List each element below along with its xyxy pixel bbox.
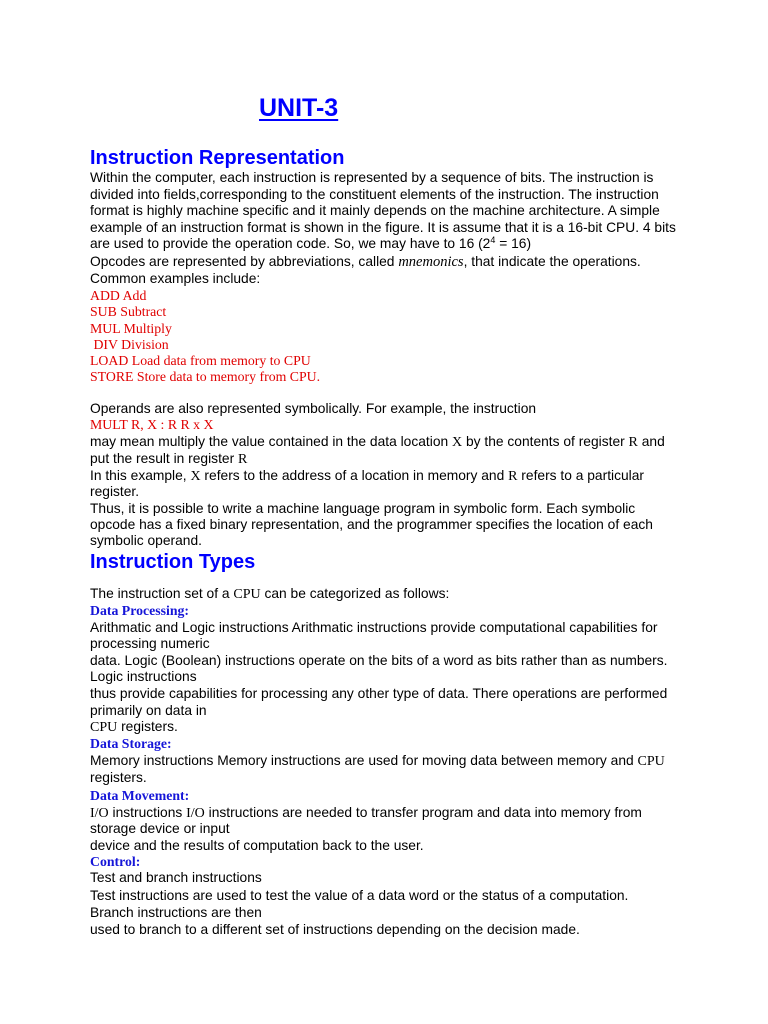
paragraph-line	[90, 752, 665, 769]
paragraph-line	[90, 433, 665, 450]
paragraph-line: divided into fields,corresponding to the constituent elements of the instruction. The instruction	[90, 187, 659, 202]
unit-title: UNIT-3	[259, 94, 339, 122]
term-mnemonics: mnemonics	[398, 254, 464, 270]
paragraph-line: opcode has a fixed binary representation, and the programmer specifies the location of each	[90, 517, 653, 532]
symbol-r: R	[508, 469, 518, 484]
opcode-example: SUB Subtract	[90, 304, 167, 319]
paragraph-line: symbolic operand.	[90, 533, 202, 548]
paragraph-line: processing numeric	[90, 636, 210, 651]
text-segment: The instruction set of a	[90, 586, 234, 601]
category-label-control: Control:	[90, 854, 141, 869]
heading-instruction-types: Instruction Types	[90, 551, 256, 573]
text-segment: put the result in register	[90, 451, 239, 466]
paragraph-line: Branch instructions are then	[90, 905, 262, 920]
opcode-example: ADD Add	[90, 288, 147, 303]
paragraph-line: Within the computer, each instruction is represented by a sequence of bits. The instruction is	[90, 170, 654, 185]
paragraph-line	[90, 718, 178, 735]
text-segment: by the contents of register	[462, 434, 629, 449]
text-segment: are used to provide the operation code. So, we may have to 16 (2	[90, 236, 491, 251]
symbol-x: X	[190, 469, 201, 484]
term-cpu: CPU	[233, 587, 261, 602]
exponent: 4	[490, 235, 496, 245]
paragraph-line: data. Logic (Boolean) instructions operate on the bits of a word as bits rather than as numbers.	[90, 653, 668, 668]
paragraph-line: used to branch to a different set of instructions depending on the decision made.	[90, 922, 580, 937]
symbol-x: X	[452, 435, 463, 450]
paragraph-line: thus provide capabilities for processing any other type of data. There operations are performed	[90, 686, 668, 701]
symbol-r: R	[238, 452, 248, 467]
term-io: I/O	[90, 806, 109, 821]
paragraph-line: storage device or input	[90, 821, 230, 836]
paragraph-line	[90, 450, 247, 467]
symbol-r: R	[628, 435, 638, 450]
paragraph-line: Arithmatic and Logic instructions Arithmatic instructions provide computational capabilities for	[90, 620, 658, 635]
text-segment: may mean multiply the value contained in the data location	[90, 434, 452, 449]
paragraph-line	[90, 467, 644, 484]
opcode-example: LOAD Load data from memory to CPU	[90, 353, 311, 368]
paragraph-line: Thus, it is possible to write a machine language program in symbolic form. Each symbolic	[90, 501, 636, 516]
text-segment: and	[637, 434, 665, 449]
category-label-data-processing: Data Processing:	[90, 603, 189, 618]
paragraph-line: registers.	[90, 770, 147, 785]
text-segment: In this example,	[90, 468, 191, 483]
text-segment: instructions	[108, 805, 187, 820]
opcode-example: DIV Division	[90, 337, 169, 352]
paragraph-line-opcode-count	[90, 235, 531, 252]
text-segment: registers.	[117, 719, 178, 734]
text-segment: can be categorized as follows:	[260, 586, 450, 601]
category-label-data-storage: Data Storage:	[90, 736, 172, 751]
paragraph-line: Test instructions are used to test the value of a data word or the status of a computation.	[90, 888, 629, 903]
paragraph-line: Test and branch instructions	[90, 870, 262, 885]
text-segment: refers to a particular	[517, 468, 644, 483]
paragraph-line	[90, 804, 642, 821]
text-segment: instructions are needed to transfer program and data into memory from	[204, 805, 642, 820]
paragraph-line: Operands are also represented symbolically. For example, the instruction	[90, 401, 537, 416]
heading-instruction-representation: Instruction Representation	[90, 147, 345, 169]
category-label-data-movement: Data Movement:	[90, 788, 190, 803]
text-segment: = 16)	[495, 236, 532, 251]
instruction-example: MULT R, X : R R x X	[90, 417, 214, 432]
paragraph-line: primarily on data in	[90, 703, 207, 718]
term-cpu: CPU	[90, 720, 118, 735]
opcode-example: STORE Store data to memory from CPU.	[90, 369, 321, 384]
paragraph-line: Common examples include:	[90, 271, 261, 286]
term-cpu: CPU	[637, 754, 665, 769]
paragraph-line: format is highly machine specific and it mainly depends on the machine architecture. A simple	[90, 203, 660, 218]
paragraph-line: device and the results of computation back to the user.	[90, 838, 424, 853]
text-segment: Opcodes are represented by abbreviations, called	[90, 254, 399, 269]
paragraph-line-mnemonics	[90, 253, 641, 270]
opcode-example: MUL Multiply	[90, 321, 172, 336]
text-segment: refers to the address of a location in memory and	[200, 468, 509, 483]
term-io: I/O	[186, 806, 205, 821]
text-segment: Memory instructions Memory instructions are used for moving data between memory and	[90, 753, 638, 768]
text-segment: , that indicate the operations.	[463, 254, 641, 269]
paragraph-line: Logic instructions	[90, 669, 197, 684]
paragraph-line: register.	[90, 484, 140, 499]
paragraph-line: example of an instruction format is shown in the figure. It is assume that it is a 16-bit CPU. 4 bits	[90, 220, 676, 235]
paragraph-line	[90, 585, 449, 602]
